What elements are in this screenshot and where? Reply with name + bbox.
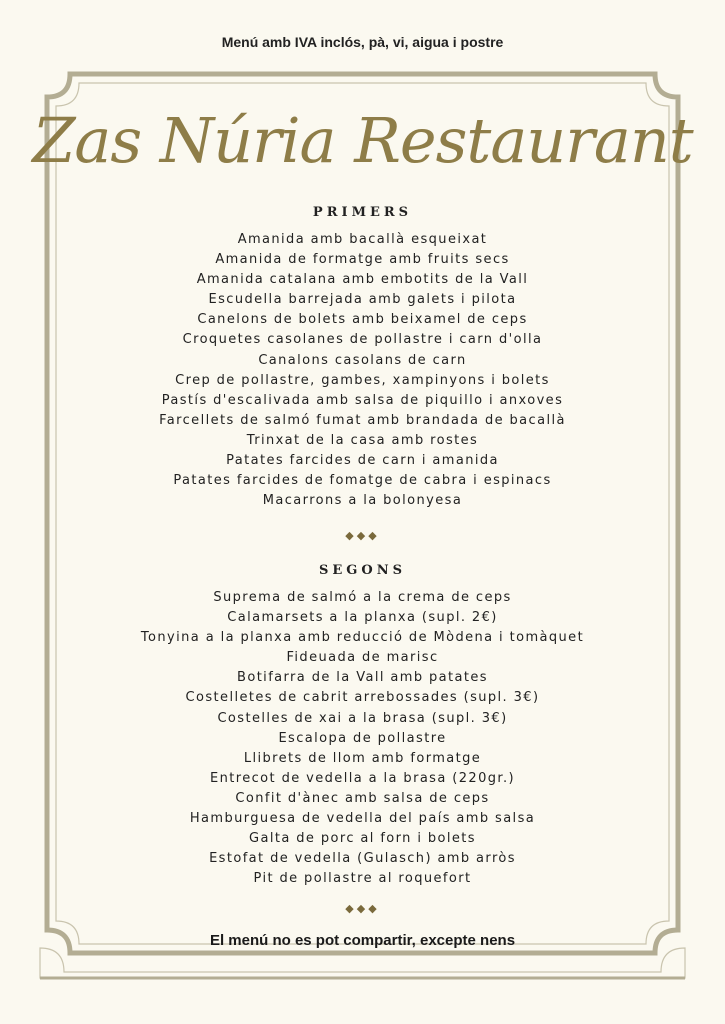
primers-item: Crep de pollastre, gambes, xampinyons i bolets bbox=[175, 372, 550, 388]
primers-item: Farcellets de salmó fumat amb brandada de bacallà bbox=[159, 412, 566, 428]
primers-item: Amanida de formatge amb fruits secs bbox=[215, 252, 510, 268]
primers-item: Trinxat de la casa amb rostes bbox=[246, 432, 479, 448]
segons-item: Tonyina a la planxa amb reducció de Mòdena i tomàquet bbox=[140, 630, 585, 646]
segons-list bbox=[0, 588, 725, 889]
segons-item: Suprema de salmó a la crema de ceps bbox=[213, 590, 512, 605]
segons-item: Galta de porc al forn i bolets bbox=[249, 831, 476, 847]
primers-item: Patates farcides de carn i amanida bbox=[226, 453, 499, 469]
primers-item: Escudella barrejada amb galets i pilota bbox=[208, 292, 517, 308]
segons-item: Botifarra de la Vall amb patates bbox=[237, 670, 488, 686]
segons-heading: SEGONS bbox=[319, 563, 406, 578]
primers-item: Amanida catalana amb embotits de la Vall bbox=[196, 272, 529, 288]
primers-item: Canelons de bolets amb beixamel de ceps bbox=[197, 312, 528, 328]
primers-list bbox=[0, 230, 725, 511]
primers-item: Patates farcides de fomatge de cabra i espinacs bbox=[173, 473, 552, 489]
primers-item: Pastís d'escalivada amb salsa de piquillo i anxoves bbox=[161, 392, 564, 408]
section-divider-diamonds: ◆◆◆ bbox=[345, 902, 380, 915]
segons-item: Escalopa de pollastre bbox=[278, 730, 447, 746]
primers-item: Amanida amb bacallà esqueixat bbox=[237, 232, 488, 247]
segons-item: Hamburguesa de vedella del país amb salsa bbox=[189, 811, 536, 827]
segons-item: Calamarsets a la planxa (supl. 2€) bbox=[227, 610, 498, 626]
segons-item: Pit de pollastre al roquefort bbox=[253, 871, 472, 887]
segons-item: Estofat de vedella (Gulasch) amb arròs bbox=[209, 851, 516, 867]
segons-item: Entrecot de vedella a la brasa (220gr.) bbox=[210, 770, 515, 786]
primers-heading: PRIMERS bbox=[312, 205, 413, 220]
primers-item: Croquetes casolanes de pollastre i carn d'olla bbox=[182, 332, 543, 348]
no-sharing-note: El menú no es pot compartir, excepte nens bbox=[209, 932, 516, 949]
segons-item: Costelles de xai a la brasa (supl. 3€) bbox=[217, 710, 508, 726]
segons-item: Costelletes de cabrit arrebossades (supl. 3€) bbox=[185, 690, 540, 706]
menu-includes-note: Menú amb IVA inclós, pà, vi, aigua i postre bbox=[221, 34, 504, 50]
segons-item: Confit d'ànec amb salsa de ceps bbox=[235, 790, 490, 806]
segons-item: Llibrets de llom amb formatge bbox=[243, 750, 482, 766]
primers-item: Canalons casolans de carn bbox=[258, 352, 467, 368]
segons-item: Fideuada de marisc bbox=[286, 650, 439, 666]
restaurant-title: Zas Núria Restaurant bbox=[32, 104, 693, 177]
section-divider-diamonds: ◆◆◆ bbox=[345, 529, 380, 542]
primers-item: Macarrons a la bolonyesa bbox=[262, 493, 463, 509]
